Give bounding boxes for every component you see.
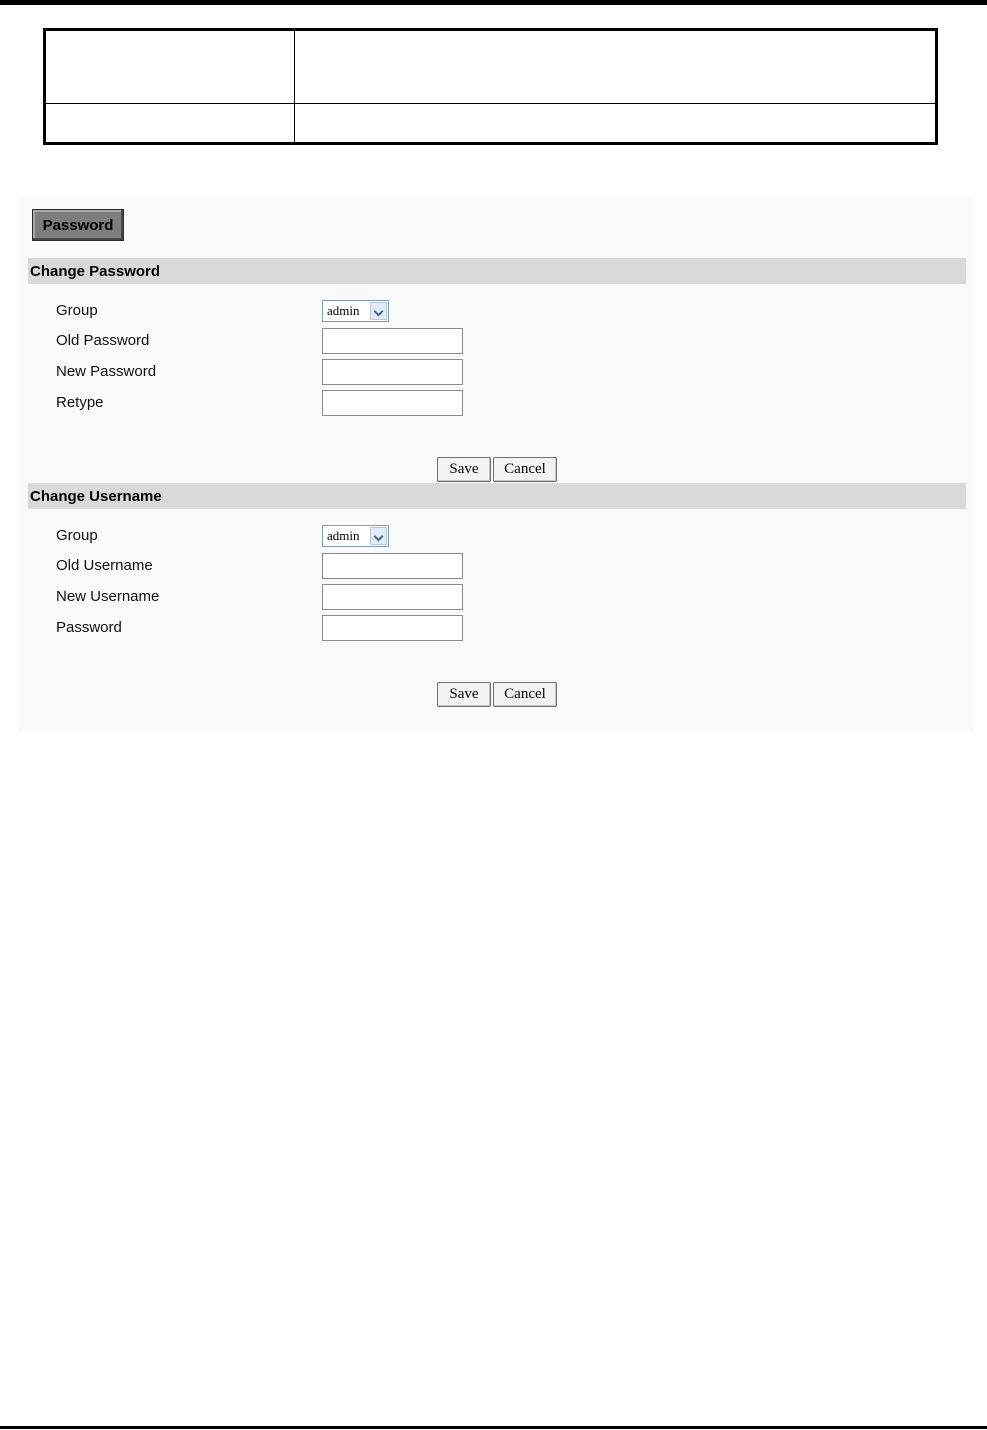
- change-password-header: Change Password: [28, 258, 966, 284]
- group-label: Group: [56, 302, 98, 319]
- table-cell: [295, 30, 937, 104]
- cancel-username-button[interactable]: Cancel: [493, 682, 557, 707]
- chevron-down-icon[interactable]: [370, 302, 387, 320]
- new-password-input[interactable]: [322, 359, 463, 385]
- old-username-label: Old Username: [56, 557, 153, 574]
- tab-password[interactable]: Password: [32, 209, 124, 241]
- retype-label: Retype: [56, 394, 104, 411]
- new-password-label: New Password: [56, 363, 157, 380]
- top-rule: [0, 0, 987, 5]
- table-cell: [295, 104, 937, 144]
- table-cell: [45, 30, 295, 104]
- group-select-value: admin: [327, 303, 360, 318]
- cancel-password-button[interactable]: Cancel: [493, 457, 557, 482]
- group-select-value: admin: [327, 528, 360, 543]
- old-password-input[interactable]: [322, 328, 463, 354]
- change-username-header: Change Username: [28, 483, 966, 509]
- group-label: Group: [56, 527, 98, 544]
- table-row: [45, 104, 937, 144]
- new-username-input[interactable]: [322, 584, 463, 610]
- chevron-down-icon[interactable]: [370, 527, 387, 545]
- old-username-input[interactable]: [322, 553, 463, 579]
- old-password-label: Old Password: [56, 332, 150, 349]
- password-label: Password: [56, 619, 122, 636]
- new-username-label: New Username: [56, 588, 160, 605]
- table-row: [45, 30, 937, 104]
- group-select[interactable]: [322, 525, 389, 547]
- save-username-button[interactable]: Save: [437, 682, 491, 707]
- retype-password-input[interactable]: [322, 390, 463, 416]
- username-password-input[interactable]: [322, 615, 463, 641]
- group-select[interactable]: [322, 300, 389, 322]
- table-cell: [45, 104, 295, 144]
- bottom-rule: [0, 1426, 987, 1429]
- document-table: [43, 28, 938, 145]
- save-password-button[interactable]: Save: [437, 457, 491, 482]
